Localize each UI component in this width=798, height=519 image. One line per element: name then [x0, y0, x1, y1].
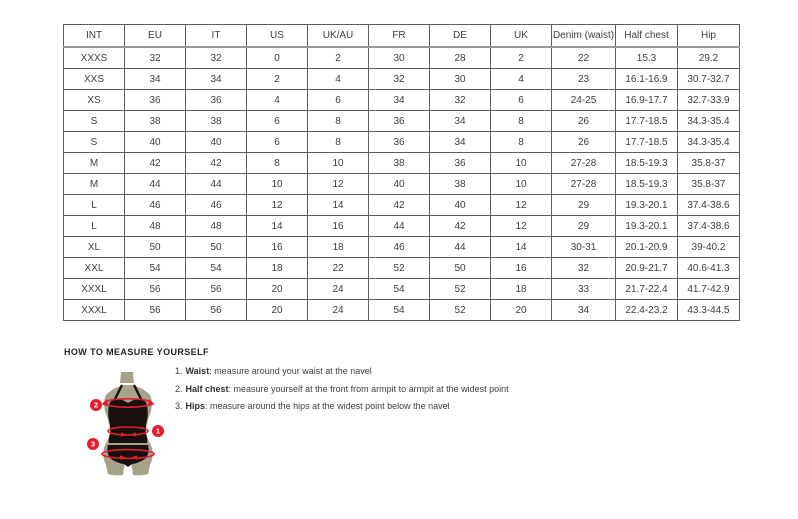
column-header-hip: Hip — [678, 25, 740, 48]
table-cell: 46 — [369, 237, 430, 258]
table-cell: 36 — [369, 132, 430, 153]
table-cell: 36 — [186, 90, 247, 111]
column-header-uk-au: UK/AU — [308, 25, 369, 48]
table-cell: XXXL — [64, 279, 125, 300]
table-row — [64, 195, 740, 216]
step-number: 1. — [175, 366, 183, 376]
table-row — [64, 132, 740, 153]
table-cell: 0 — [247, 47, 308, 69]
step-label: Waist — [185, 366, 210, 376]
table-cell: 44 — [430, 237, 491, 258]
table-cell: 20.1-20.9 — [616, 237, 678, 258]
table-cell: 8 — [491, 111, 552, 132]
table-cell: 8 — [308, 132, 369, 153]
column-header-uk: UK — [491, 25, 552, 48]
table-cell: 12 — [491, 195, 552, 216]
table-cell: 24 — [308, 300, 369, 321]
table-cell: XS — [64, 90, 125, 111]
column-header-int: INT — [64, 25, 125, 48]
section-title: HOW TO MEASURE YOURSELF — [64, 347, 209, 357]
table-cell: 4 — [491, 69, 552, 90]
table-cell: 16.9-17.7 — [616, 90, 678, 111]
table-cell: 16 — [491, 258, 552, 279]
column-header-fr: FR — [369, 25, 430, 48]
table-cell: 38 — [369, 153, 430, 174]
table-cell: 40.6-41.3 — [678, 258, 740, 279]
table-cell: 4 — [247, 90, 308, 111]
table-cell: 54 — [186, 258, 247, 279]
table-cell: 17.7-18.5 — [616, 111, 678, 132]
measure-step — [175, 402, 509, 411]
table-cell: 54 — [369, 300, 430, 321]
table-cell: 34 — [369, 90, 430, 111]
step-label: Half chest — [185, 383, 229, 394]
table-cell: M — [64, 153, 125, 174]
table-cell: 23 — [552, 69, 616, 90]
table-cell: XXS — [64, 69, 125, 90]
table-cell: 34 — [430, 132, 491, 153]
table-cell: 18.5-19.3 — [616, 174, 678, 195]
step-text: : measure around your waist at the navel — [209, 366, 372, 376]
step-number: 3. — [175, 401, 183, 411]
table-cell: XXXL — [64, 300, 125, 321]
header-row — [64, 25, 740, 48]
table-cell: 37.4-38.6 — [678, 195, 740, 216]
table-row — [64, 90, 740, 111]
badge-chest-number: 2 — [93, 400, 99, 410]
figure-badge-waist — [152, 425, 164, 437]
step-label: Hips — [185, 401, 206, 411]
table-cell: 56 — [125, 300, 186, 321]
table-cell: 46 — [125, 195, 186, 216]
badge-hips-number: 3 — [90, 439, 96, 449]
table-cell: 37.4-38.6 — [678, 216, 740, 237]
column-header-half-chest: Half chest — [616, 25, 678, 48]
figure-neck — [120, 372, 134, 383]
badge-waist-number: 1 — [155, 426, 161, 436]
table-cell: 6 — [247, 132, 308, 153]
table-cell: 35.8-37 — [678, 174, 740, 195]
table-cell: 20 — [491, 300, 552, 321]
table-cell: 34 — [125, 69, 186, 90]
table-cell: 19.3-20.1 — [616, 216, 678, 237]
table-cell: 22.4-23.2 — [616, 300, 678, 321]
table-cell: S — [64, 132, 125, 153]
table-cell: 36 — [369, 111, 430, 132]
measure-step — [175, 385, 509, 394]
table-cell: 27-28 — [552, 174, 616, 195]
table-cell: 12 — [491, 216, 552, 237]
table-cell: 38 — [186, 111, 247, 132]
table-cell: 29 — [552, 195, 616, 216]
table-cell: 10 — [247, 174, 308, 195]
table-row — [64, 69, 740, 90]
table-cell: 14 — [491, 237, 552, 258]
table-row — [64, 300, 740, 321]
table-cell: 32 — [186, 47, 247, 69]
table-cell: 44 — [125, 174, 186, 195]
table-cell: 19.3-20.1 — [616, 195, 678, 216]
table-row — [64, 111, 740, 132]
table-cell: 22 — [552, 47, 616, 69]
table-cell: 42 — [125, 153, 186, 174]
table-cell: 26 — [552, 111, 616, 132]
measurement-figure-illustration — [85, 370, 170, 478]
measure-instructions — [175, 367, 509, 420]
table-cell: 36 — [125, 90, 186, 111]
step-text: : measure around the hips at the widest point below the navel — [205, 401, 450, 411]
table-cell: 39-40.2 — [678, 237, 740, 258]
table-cell: 10 — [491, 153, 552, 174]
table-cell: 35.8-37 — [678, 153, 740, 174]
table-cell: 16 — [308, 216, 369, 237]
table-cell: 36 — [430, 153, 491, 174]
table-cell: 50 — [430, 258, 491, 279]
table-cell: 26 — [552, 132, 616, 153]
table-cell: 29 — [552, 216, 616, 237]
table-cell: 42 — [369, 195, 430, 216]
table-cell: 28 — [430, 47, 491, 69]
table-cell: 33 — [552, 279, 616, 300]
table-cell: 14 — [247, 216, 308, 237]
table-cell: L — [64, 216, 125, 237]
table-cell: 12 — [308, 174, 369, 195]
table-cell: 16 — [247, 237, 308, 258]
table-cell: 21.7-22.4 — [616, 279, 678, 300]
table-cell: XXXS — [64, 47, 125, 69]
table-cell: 34.3-35.4 — [678, 132, 740, 153]
table-cell: 32.7-33.9 — [678, 90, 740, 111]
table-row — [64, 47, 740, 69]
table-cell: 52 — [430, 300, 491, 321]
table-cell: 32 — [125, 47, 186, 69]
table-cell: 40 — [125, 132, 186, 153]
column-header-us: US — [247, 25, 308, 48]
table-cell: 24-25 — [552, 90, 616, 111]
table-cell: 6 — [308, 90, 369, 111]
table-cell: 29.2 — [678, 47, 740, 69]
table-cell: 8 — [308, 111, 369, 132]
table-cell: 32 — [369, 69, 430, 90]
figure-badge-hips — [87, 438, 99, 450]
table-cell: 50 — [125, 237, 186, 258]
table-cell: 46 — [186, 195, 247, 216]
table-cell: 40 — [369, 174, 430, 195]
table-cell: 16.1-16.9 — [616, 69, 678, 90]
table-cell: 24 — [308, 279, 369, 300]
table-cell: 18 — [308, 237, 369, 258]
table-cell: 30.7-32.7 — [678, 69, 740, 90]
table-cell: 22 — [308, 258, 369, 279]
figure-badge-chest — [90, 399, 102, 411]
table-cell: 34 — [552, 300, 616, 321]
table-cell: 18 — [247, 258, 308, 279]
table-cell: 18 — [491, 279, 552, 300]
column-header-eu: EU — [125, 25, 186, 48]
table-cell: 32 — [552, 258, 616, 279]
table-cell: 54 — [125, 258, 186, 279]
table-cell: 20 — [247, 300, 308, 321]
table-cell: 52 — [430, 279, 491, 300]
table-cell: 32 — [430, 90, 491, 111]
table-cell: L — [64, 195, 125, 216]
table-cell: 50 — [186, 237, 247, 258]
table-cell: 40 — [186, 132, 247, 153]
table-cell: 34 — [430, 111, 491, 132]
table-cell: 6 — [491, 90, 552, 111]
table-row — [64, 174, 740, 195]
table-cell: 4 — [308, 69, 369, 90]
table-cell: S — [64, 111, 125, 132]
table-cell: 27-28 — [552, 153, 616, 174]
table-cell: 30-31 — [552, 237, 616, 258]
table-cell: 30 — [369, 47, 430, 69]
table-cell: 41.7-42.9 — [678, 279, 740, 300]
table-cell: 34 — [186, 69, 247, 90]
table-cell: M — [64, 174, 125, 195]
table-cell: 42 — [186, 153, 247, 174]
table-cell: 48 — [186, 216, 247, 237]
table-cell: 15.3 — [616, 47, 678, 69]
table-row — [64, 216, 740, 237]
table-cell: 42 — [430, 216, 491, 237]
table-cell: 34.3-35.4 — [678, 111, 740, 132]
table-cell: 17.7-18.5 — [616, 132, 678, 153]
table-cell: 10 — [308, 153, 369, 174]
table-cell: 40 — [430, 195, 491, 216]
table-row — [64, 237, 740, 258]
table-cell: 2 — [308, 47, 369, 69]
table-cell: 43.3-44.5 — [678, 300, 740, 321]
table-cell: 56 — [186, 279, 247, 300]
table-cell: 6 — [247, 111, 308, 132]
table-row — [64, 258, 740, 279]
column-header-denim-waist-: Denim (waist) — [552, 25, 616, 48]
column-header-de: DE — [430, 25, 491, 48]
table-cell: 12 — [247, 195, 308, 216]
table-cell: 44 — [369, 216, 430, 237]
table-cell: 38 — [125, 111, 186, 132]
table-cell: 56 — [125, 279, 186, 300]
table-cell: 44 — [186, 174, 247, 195]
table-cell: 8 — [491, 132, 552, 153]
table-cell: 54 — [369, 279, 430, 300]
size-chart-table — [63, 24, 740, 321]
step-text: : measure yourself at the front from armpit to armpit at the widest point — [228, 383, 509, 394]
table-cell: 10 — [491, 174, 552, 195]
step-number: 2. — [175, 383, 183, 394]
table-row — [64, 279, 740, 300]
table-cell: 20 — [247, 279, 308, 300]
table-cell: 20.9-21.7 — [616, 258, 678, 279]
table-cell: XXL — [64, 258, 125, 279]
table-cell: 56 — [186, 300, 247, 321]
table-cell: 2 — [491, 47, 552, 69]
measure-step — [175, 367, 509, 376]
table-cell: XL — [64, 237, 125, 258]
table-row — [64, 153, 740, 174]
table-cell: 8 — [247, 153, 308, 174]
table-cell: 52 — [369, 258, 430, 279]
table-cell: 18.5-19.3 — [616, 153, 678, 174]
table-cell: 14 — [308, 195, 369, 216]
table-cell: 30 — [430, 69, 491, 90]
table-cell: 48 — [125, 216, 186, 237]
column-header-it: IT — [186, 25, 247, 48]
table-cell: 2 — [247, 69, 308, 90]
table-cell: 38 — [430, 174, 491, 195]
